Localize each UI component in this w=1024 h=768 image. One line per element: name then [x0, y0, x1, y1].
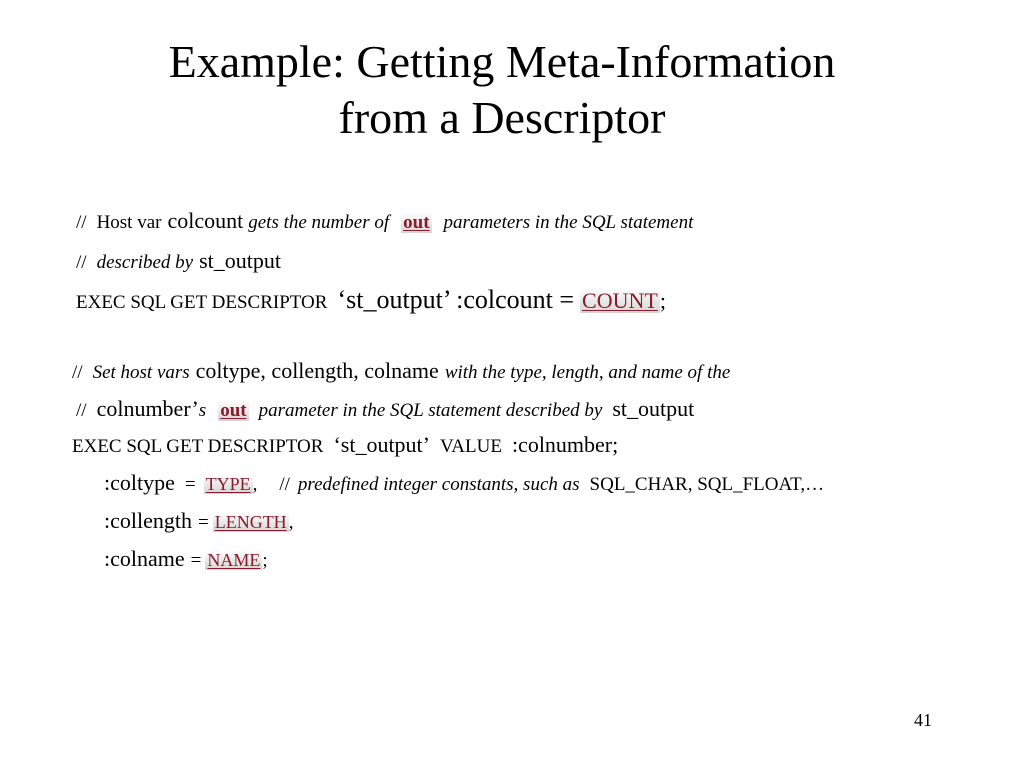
- code-text: VALUE: [440, 436, 502, 457]
- code-text: =: [197, 512, 209, 533]
- code-text: coltype, collength, colname: [195, 358, 439, 383]
- keyword-length: LENGTH: [214, 512, 287, 532]
- code-text: :colnumber;: [511, 432, 619, 457]
- keyword-name: NAME: [207, 550, 261, 570]
- comment-text: predefined integer constants, such as: [297, 474, 580, 495]
- code-text: =: [184, 474, 196, 495]
- code-text: ‘st_output’ :colcount =: [337, 285, 575, 314]
- code-line-b1-1: [76, 210, 693, 232]
- keyword-out: out: [403, 212, 430, 233]
- code-text: colnumber’: [96, 396, 199, 421]
- comment-text: parameters in the SQL statement: [443, 212, 694, 233]
- code-line-b1-2: [76, 250, 281, 272]
- code-line-b2-1: [72, 360, 730, 382]
- comment-marker: //: [76, 212, 87, 233]
- code-text: EXEC SQL GET DESCRIPTOR: [72, 436, 324, 457]
- page-number: 41: [914, 710, 932, 730]
- code-text: colcount: [167, 208, 244, 233]
- comment-marker: //: [76, 252, 87, 273]
- code-text: :colname: [104, 546, 185, 571]
- comment-text: s: [198, 400, 207, 421]
- code-line-b2-6: [104, 548, 268, 570]
- comment-marker: //: [72, 362, 83, 383]
- code-line-b2-5: [104, 510, 293, 532]
- code-text: SQL_CHAR, SQL_FLOAT,…: [589, 474, 825, 495]
- keyword-count: COUNT: [582, 288, 658, 313]
- code-text: :collength: [104, 508, 192, 533]
- code-text: ,: [252, 474, 258, 495]
- slide-title-line-1: Example: Getting Meta-Information: [168, 36, 836, 87]
- code-text: ;: [262, 550, 268, 571]
- code-text: :coltype: [104, 470, 175, 495]
- comment-text: with the type, length, and name of the: [444, 362, 731, 383]
- keyword-out: out: [220, 400, 247, 421]
- comment-text: described by: [96, 252, 194, 273]
- slide-title: [0, 34, 1004, 146]
- code-text: ‘st_output’: [333, 432, 430, 457]
- comment-text: gets the number of: [248, 212, 390, 233]
- code-text: st_output: [199, 248, 282, 273]
- code-text: EXEC SQL GET DESCRIPTOR: [76, 292, 328, 313]
- code-line-b2-3: [72, 434, 618, 456]
- comment-marker: //: [279, 474, 290, 495]
- code-line-b1-3: [76, 287, 666, 313]
- code-text: Host var: [96, 212, 162, 233]
- code-line-b2-4: [104, 472, 824, 494]
- code-line-b2-2: [76, 398, 694, 420]
- comment-marker: //: [76, 400, 87, 421]
- comment-text: parameter in the SQL statement described by: [258, 400, 603, 421]
- code-text: =: [190, 550, 202, 571]
- code-text: st_output: [612, 396, 695, 421]
- comment-text: Set host vars: [92, 362, 190, 383]
- code-text: ,: [288, 512, 294, 533]
- slide-title-line-2: from a Descriptor: [338, 92, 666, 143]
- code-text: ;: [659, 288, 666, 313]
- keyword-type: TYPE: [205, 474, 251, 494]
